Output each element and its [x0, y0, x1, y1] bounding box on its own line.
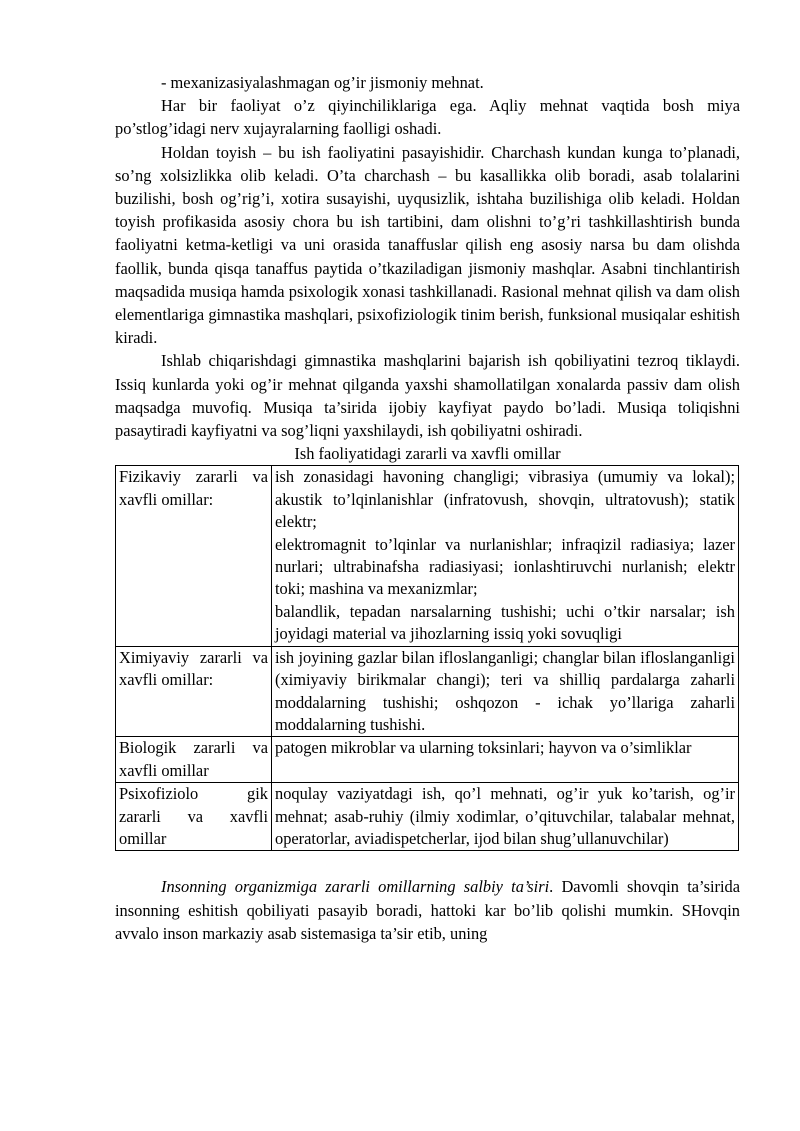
row-description [272, 737, 739, 783]
spacer [115, 851, 740, 875]
italic-heading: Insonning organizmiga zararli omillarning salbiy ta’siri [161, 877, 550, 897]
row-description [272, 646, 739, 737]
page-content [115, 71, 740, 945]
description-line: elektromagnit to’lqinlar va nurlanishlar; infraqizil radiasiya; lazer nurlari; ultrabinafsha radiasiyasi; ionlashtiruvchi nurlanish; elektr toki; mashina va mexanizmlar; [275, 534, 735, 599]
paragraph: Har bir faoliyat o’z qiyinchiliklariga ega. Aqliy mehnat vaqtida bosh miya po’stlog’idagi nerv xujayralarning faolligi oshadi. [115, 96, 740, 139]
row-label: Ximiyaviy zararli va xavfli omillar: [116, 646, 272, 737]
final-paragraph [115, 875, 740, 945]
row-label: Biologik zararli va xavfli omillar [116, 737, 272, 783]
description-line: ish joyining gazlar bilan ifloslanganligi; changlar bilan ifloslanganligi (ximiyaviy birikmalar changi); teri va shilliq pardalarga zaharli moddalarning tushishi; oshqozon - ichak yo’llariga zaharli moddalarning tushishi. [275, 647, 735, 734]
paragraph: Holdan toyish – bu ish faoliyatini pasayishidir. Charchash kundan kunga to’planadi, so’ng xolsizlikka olib keladi. O’ta charchash – bu kasallikka olib boradi, asab tolalarini buzilishi, bosh og’rig’i, xotira susayishi, uyqusizlik, ishtaha buzilishiga olib keladi. Holdan toyish profikasida asosiy chora bu ish tartibini, dam olishni to’g’ri tashkillashtirish bunda faoliyatni ketma-ketligi va uni orasida tanaffuslar qilish eng asosiy narsa bu dam olishda faollik, bunda qisqa tanaffus paytida o’tkaziladigan jismoniy mashqlar. Asabni tinchlantirish maqsadida musiqa hamda psixologik xonasi tashkillanadi. Rasional mehnat qilish va dam olish elementlariga gimnastika mashqlari, psixofiziologik tinim berish, funksional musiqalar eshitish kiradi. [115, 142, 740, 348]
paragraph: - mexanizasiyalashmagan og’ir jismoniy mehnat. [161, 73, 484, 92]
description-line: patogen mikroblar va ularning toksinlari; hayvon va o’simliklar [275, 738, 692, 758]
hazard-factors-table [115, 465, 739, 851]
row-label: Psixofiziolo gik zararli va xavfli omillar [116, 783, 272, 851]
description-line: balandlik, tepadan narsalarning tushishi; uchi o’tkir narsalar; ish joyidagi material va jihozlarning issiq yoki sovuqligi [275, 601, 735, 644]
table-row [116, 737, 739, 783]
table-row [116, 466, 739, 646]
paragraph: Ishlab chiqarishdagi gimnastika mashqlarini bajarish ish qobiliyatini tezroq tiklaydi. Issiq kunlarda yoki og’ir mehnat qilganda yaxshi shamollatilgan xonalarda passiv dam olish maqsadga muvofiq. Musiqa ta’sirida ijobiy kayfiyat paydo bo’ladi. Musiqa toliqishni pasaytiradi kayfiyatni va sog’liqni yaxshilaydi, ish qobiliyatni oshiradi. [115, 351, 740, 441]
row-label: Fizikaviy zararli va xavfli omillar: [116, 466, 272, 646]
description-line: ish zonasidagi havoning changligi; vibrasiya (umumiy va lokal); akustik to’lqinlanishlar (infratovush, shovqin, ultratovush); statik elektr; [275, 467, 735, 532]
final-text: . Davomli shovqin ta’sirida insonning eshitish qobiliyati pasayib boradi, hattoki kar bo’lib qolishi mumkin. SHovqin avvalo inson markaziy asab sistemasiga ta’sir etib, uning [115, 877, 740, 943]
description-line: noqulay vaziyatdagi ish, qo’l mehnati, og’ir yuk ko’tarish, og’ir mehnat; asab-ruhiy (ilmiy xodimlar, o’qituvchilar, talabalar mehnat, operatorlar, aviadispetcherlar, ijod bilan shug’ullanuvchilar) [275, 784, 735, 848]
table-caption: Ish faoliyatidagi zararli va xavfli omillar [294, 444, 561, 464]
row-description [272, 466, 739, 646]
table-row [116, 646, 739, 737]
table-row [116, 783, 739, 851]
row-description [272, 783, 739, 851]
